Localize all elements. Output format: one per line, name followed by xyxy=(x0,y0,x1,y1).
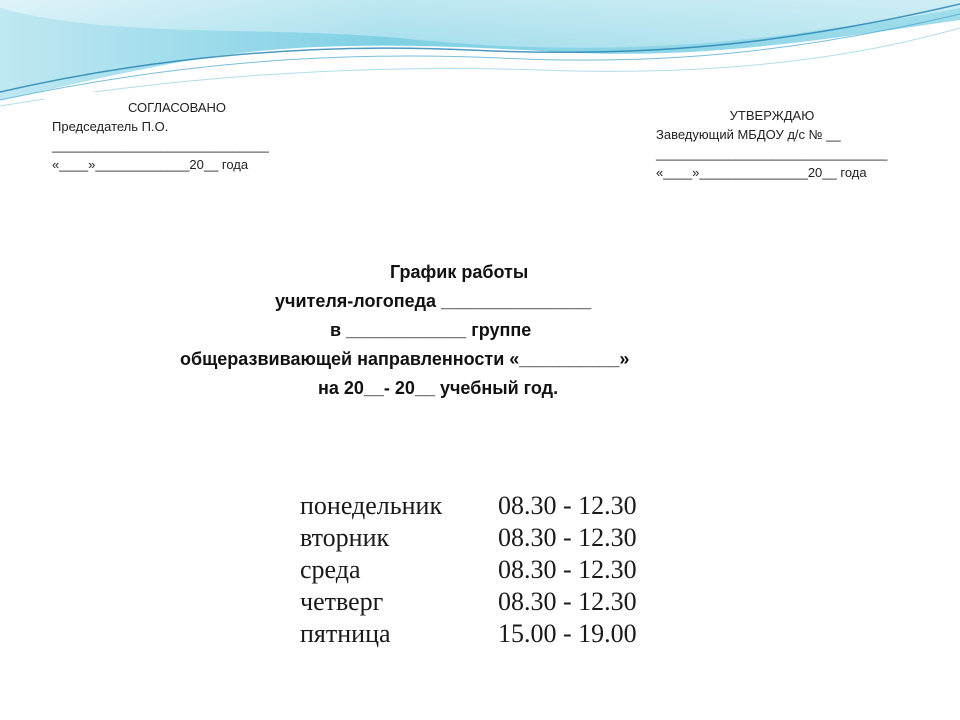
schedule-day: понедельник xyxy=(300,491,443,520)
schedule-row xyxy=(300,490,637,522)
approved-heading: УТВЕРЖДАЮ xyxy=(729,108,815,123)
schedule-day: четверг xyxy=(300,587,384,616)
approved-date-line: «____»_______________20__ года xyxy=(656,165,867,180)
schedule-row xyxy=(300,522,637,554)
schedule-time: 08.30 - 12.30 xyxy=(498,491,637,520)
schedule-time: 08.30 - 12.30 xyxy=(498,587,637,616)
agreed-heading: СОГЛАСОВАНО xyxy=(127,100,227,115)
title-line-2: учителя-логопеда _______________ xyxy=(275,291,592,311)
chairman-signature-line: ______________________________ xyxy=(52,138,269,153)
title-line-3: в ____________ группе xyxy=(330,320,532,340)
title-line-1: График работы xyxy=(390,262,529,282)
work-schedule xyxy=(300,490,637,650)
schedule-row xyxy=(300,586,637,618)
approval-block-agreed xyxy=(44,92,316,188)
schedule-row xyxy=(300,554,637,586)
title-line-5: на 20__- 20__ учебный год. xyxy=(318,378,559,398)
schedule-time: 08.30 - 12.30 xyxy=(498,523,637,552)
title-line-4: общеразвивающей направленности «__________» xyxy=(180,349,630,369)
schedule-day: пятница xyxy=(300,619,391,648)
head-signature-line: ________________________________ xyxy=(656,146,888,161)
agreed-date-line: «____»_____________20__ года xyxy=(52,157,249,172)
chairman-position: Председатель П.О. xyxy=(52,119,169,134)
head-position: Заведующий МБДОУ д/с № __ xyxy=(656,127,841,142)
approval-block-approved xyxy=(646,84,928,204)
schedule-day: среда xyxy=(300,555,361,584)
schedule-time: 08.30 - 12.30 xyxy=(498,555,637,584)
schedule-row xyxy=(300,618,637,650)
schedule-day: вторник xyxy=(300,523,390,552)
schedule-time: 15.00 - 19.00 xyxy=(498,619,637,648)
